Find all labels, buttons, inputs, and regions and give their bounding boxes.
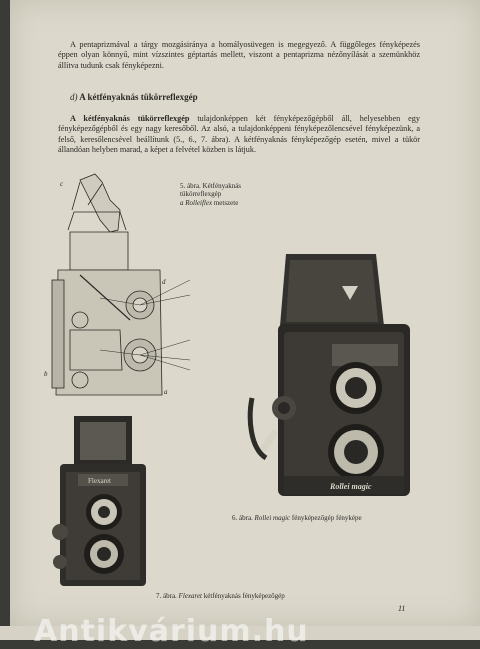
body-paragraph-lead: A kétfényaknás tükörreflexgép [70,114,190,123]
page-number: 11 [398,604,406,613]
figure-5-caption [180,182,290,207]
fig6-caption-italic: Rollei magic [254,514,291,522]
fig6-caption-suffix: fényképezőgép fényképe [290,514,362,522]
fig5-caption-italic: a Rolleiflex [180,198,213,207]
fig7-camera-brand: Flexaret [88,477,111,485]
figure-6-caption [232,514,422,522]
body-paragraph [58,114,420,156]
fig5-caption-rest: metszete [212,198,239,207]
fig5-caption-line1: 5. ábra. Kétfényaknás [180,182,242,190]
section-heading-text: A kétfényaknás tükörreflexgép [77,92,198,102]
figure-6-rollei-camera [244,248,420,510]
section-letter: d) [70,92,78,102]
fig6-caption-prefix: 6. ábra. [232,514,255,522]
fig5-label-c: c [60,180,64,188]
watermark-text: Antikvárium.hu [34,614,309,649]
fig5-label-b: b [44,370,48,378]
fig5-label-d: d [162,278,166,286]
figure-7-caption [156,592,356,600]
fig7-caption-italic: Flexaret [178,592,202,600]
fig5-caption-line2: tükörreflexgép [180,190,222,199]
body-paragraph-rest: tulajdonképpen két fényképezőgépből áll, helyesebben egy fényképezőgépből és egy nagy keresőből. Az alsó, a tulajdonképpeni fényképezőlencsével fényképezünk, a felső, keresőlencsével beállítunk (5., 6., 7. ábra). A kétfényaknás fényképezőgép esetén, mivel a tükör állandóan helyben marad, a képet a felvétel közben is látjuk. [58,114,420,155]
fig7-caption-prefix: 7. ábra. [156,592,179,600]
fig6-camera-brand: Rollei magic [330,482,372,491]
fig7-caption-suffix: kétfényaknás fényképezőgép [202,592,285,600]
figure-7-flexaret-camera [44,412,150,590]
intro-paragraph: A pentaprizmával a tárgy mozgásiránya a homályosüvegen is megegyező. A függőleges fényképezés éppen olyan könnyű, mint vízszintes géptartás mellett, viszont a pentaprizma nézőnyílását a szemünkhöz állítva tudunk csak fényképezni. [58,40,420,70]
fig5-label-a: a [164,388,168,396]
section-heading [70,92,198,102]
figure-5-cross-section [40,170,190,415]
